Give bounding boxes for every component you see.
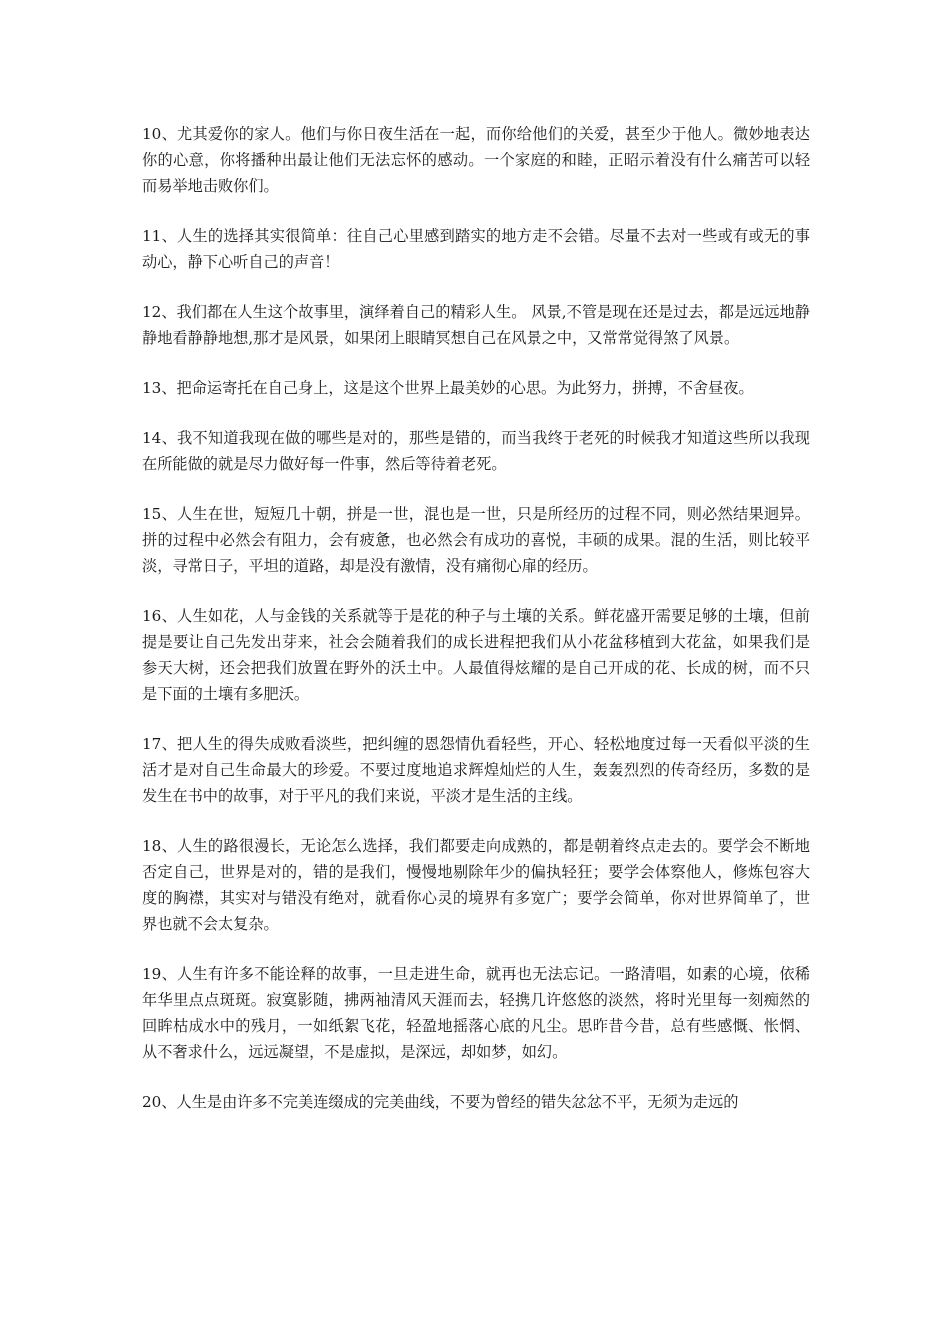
document-body — [142, 121, 810, 1139]
paragraph-10: 10、尤其爱你的家人。他们与你日夜生活在一起，而你给他们的关爱，甚至少于他人。微妙地表达你的心意，你将播种出最让他们无法忘怀的感动。一个家庭的和睦，正昭示着没有什么痛苦可以轻而易举地击败你们。 — [142, 125, 810, 195]
paragraph-15: 15、人生在世，短短几十朝，拼是一世，混也是一世，只是所经历的过程不同，则必然结果迥异。拼的过程中必然会有阻力，会有疲惫，也必然会有成功的喜悦，丰硕的成果。混的生活，则比较平淡，寻常日子，平坦的道路，却是没有激情，没有痛彻心扉的经历。 — [142, 505, 810, 575]
paragraph-17: 17、把人生的得失成败看淡些，把纠缠的恩怨情仇看轻些，开心、轻松地度过每一天看似平淡的生活才是对自己生命最大的珍爱。不要过度地追求辉煌灿烂的人生，轰轰烈烈的传奇经历，多数的是发生在书中的故事，对于平凡的我们来说，平淡才是生活的主线。 — [142, 735, 810, 805]
paragraph-13: 13、把命运寄托在自己身上，这是这个世界上最美妙的心思。为此努力，拼搏，不舍昼夜。 — [142, 379, 754, 397]
paragraph-18: 18、人生的路很漫长，无论怎么选择，我们都要走向成熟的，都是朝着终点走去的。要学会不断地否定自己，世界是对的，错的是我们，慢慢地剔除年少的偏执轻狂；要学会体察他人，修炼包容大度的胸襟，其实对与错没有绝对，就看你心灵的境界有多宽广；要学会简单，你对世界简单了，世界也就不会太复杂。 — [142, 837, 810, 933]
paragraph-14: 14、我不知道我现在做的哪些是对的，那些是错的，而当我终于老死的时候我才知道这些所以我现在所能做的就是尽力做好每一件事，然后等待着老死。 — [142, 429, 810, 473]
paragraph-12: 12、我们都在人生这个故事里，演绎着自己的精彩人生。 风景,不管是现在还是过去，都是远远地静静地看静静地想,那才是风景，如果闭上眼睛冥想自己在风景之中，又常常觉得煞了风景。 — [142, 303, 810, 347]
paragraph-16: 16、人生如花，人与金钱的关系就等于是花的种子与土壤的关系。鲜花盛开需要足够的土壤，但前提是要让自己先发出芽来，社会会随着我们的成长进程把我们从小花盆移植到大花盆，如果我们是参天大树，还会把我们放置在野外的沃土中。人最值得炫耀的是自己开成的花、长成的树，而不只是下面的土壤有多肥沃。 — [142, 607, 810, 703]
paragraph-20: 20、人生是由许多不完美连缀成的完美曲线，不要为曾经的错失忿忿不平，无须为走远的 — [142, 1093, 739, 1111]
paragraph-19: 19、人生有许多不能诠释的故事，一旦走进生命，就再也无法忘记。一路清唱，如素的心境，依稀年华里点点斑斑。寂寞影随，拂两袖清风天涯而去，轻携几许悠悠的淡然，将时光里每一刻痴然的回眸枯成水中的残月，一如纸絮飞花，轻盈地摇落心底的凡尘。思昨昔今昔，总有些感慨、怅惘、从不奢求什么，远远凝望，不是虚拟，是深远，却如梦，如幻。 — [142, 965, 810, 1061]
paragraph-11: 11、人生的选择其实很简单：往自己心里感到踏实的地方走不会错。尽量不去对一些或有或无的事动心，静下心听自己的声音！ — [142, 227, 810, 271]
